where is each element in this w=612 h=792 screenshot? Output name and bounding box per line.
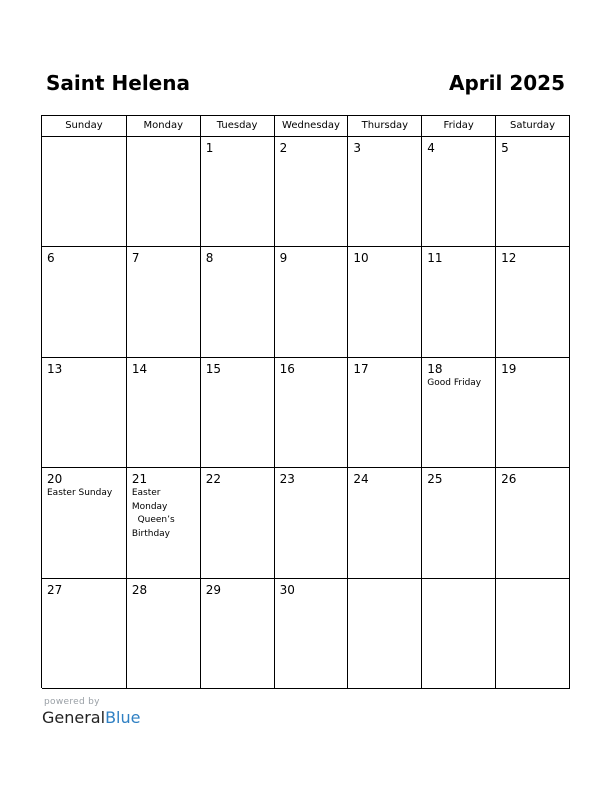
day-number: 18 [427, 361, 443, 376]
day-cell[interactable] [42, 579, 127, 689]
week-row [42, 137, 570, 247]
day-number: 8 [205, 251, 214, 266]
day-number: 19 [501, 361, 517, 376]
day-cell[interactable] [42, 358, 127, 468]
day-number: 12 [501, 251, 517, 266]
generalblue-logo[interactable] [42, 708, 140, 727]
day-cell[interactable] [201, 137, 275, 247]
day-cell[interactable] [496, 579, 570, 689]
day-number: 29 [205, 582, 221, 597]
holiday-label: Good Friday [427, 377, 482, 388]
day-cell[interactable] [127, 579, 201, 689]
powered-by-label: powered by [44, 697, 100, 707]
day-cell[interactable] [496, 468, 570, 578]
day-number: 11 [427, 251, 443, 266]
day-cell[interactable] [348, 468, 422, 578]
day-cell[interactable] [422, 137, 496, 247]
calendar-grid [41, 115, 570, 688]
day-number: 4 [427, 141, 435, 155]
day-number: 23 [279, 472, 295, 487]
week-row [42, 358, 570, 468]
day-cell[interactable] [275, 579, 349, 689]
day-number: 20 [47, 472, 63, 487]
day-cell[interactable] [348, 579, 422, 689]
day-number: 21 [131, 472, 148, 487]
day-cell[interactable] [275, 358, 349, 468]
day-number: 16 [279, 361, 295, 376]
brand-part-general: General [42, 708, 106, 727]
day-number: 6 [47, 251, 55, 266]
day-cell[interactable] [422, 579, 496, 689]
weekday-friday: Friday [422, 116, 496, 137]
day-number: 26 [501, 472, 517, 487]
holiday-label: Birthday [131, 528, 171, 539]
day-cell[interactable] [275, 137, 349, 247]
day-number: 24 [353, 472, 369, 487]
holiday-label: Easter [131, 488, 161, 499]
day-cell[interactable] [275, 247, 349, 357]
day-cell[interactable] [496, 358, 570, 468]
weekday-tuesday: Tuesday [201, 116, 275, 137]
day-cell[interactable] [127, 247, 201, 357]
day-number: 25 [427, 472, 443, 487]
day-number: 17 [353, 361, 369, 376]
day-number: 22 [205, 472, 221, 487]
day-cell[interactable] [201, 579, 275, 689]
weekday-header-row [42, 116, 570, 137]
day-number: 10 [353, 251, 369, 266]
day-number: 15 [205, 361, 221, 376]
day-number: 30 [279, 582, 295, 597]
day-number: 9 [279, 251, 288, 266]
day-cell[interactable] [496, 247, 570, 357]
day-number: 28 [131, 582, 148, 597]
day-cell[interactable] [348, 247, 422, 357]
weekday-saturday: Saturday [496, 116, 570, 137]
day-number: 7 [131, 251, 140, 266]
holiday-label: Monday [131, 501, 168, 512]
day-number: 3 [353, 141, 362, 155]
brand-part-blue: Blue [105, 708, 141, 727]
day-number: 27 [47, 582, 63, 597]
country-title: Saint Helena [46, 71, 190, 95]
day-cell[interactable] [496, 137, 570, 247]
week-row [42, 247, 570, 357]
day-cell[interactable] [201, 358, 275, 468]
month-year-title: April 2025 [449, 71, 565, 95]
day-number: 1 [205, 141, 214, 155]
day-cell[interactable] [127, 137, 201, 247]
day-cell[interactable] [42, 137, 127, 247]
weekday-wednesday: Wednesday [275, 116, 349, 137]
day-cell[interactable] [127, 358, 201, 468]
day-cell[interactable] [201, 247, 275, 357]
day-number: 5 [501, 141, 509, 155]
day-cell[interactable] [201, 468, 275, 578]
day-cell[interactable] [275, 468, 349, 578]
weekday-thursday: Thursday [348, 116, 422, 137]
day-cell[interactable] [422, 468, 496, 578]
day-number: 13 [47, 361, 63, 376]
week-row [42, 468, 570, 578]
day-cell[interactable] [422, 358, 496, 468]
day-cell[interactable] [422, 247, 496, 357]
holiday-label: Easter Sunday [47, 488, 113, 499]
holiday-list [132, 487, 198, 541]
day-cell[interactable] [348, 137, 422, 247]
weekday-sunday: Sunday [42, 116, 127, 137]
weekday-monday: Monday [127, 116, 201, 137]
day-number: 14 [131, 361, 148, 376]
day-cell[interactable] [348, 358, 422, 468]
day-cell[interactable] [127, 468, 201, 578]
day-cell[interactable] [42, 468, 127, 578]
holiday-list [427, 377, 493, 391]
day-number: 2 [279, 141, 288, 155]
holiday-label: Queen’s [131, 515, 175, 526]
day-cell[interactable] [42, 247, 127, 357]
week-row [42, 579, 570, 689]
holiday-list [47, 487, 124, 501]
